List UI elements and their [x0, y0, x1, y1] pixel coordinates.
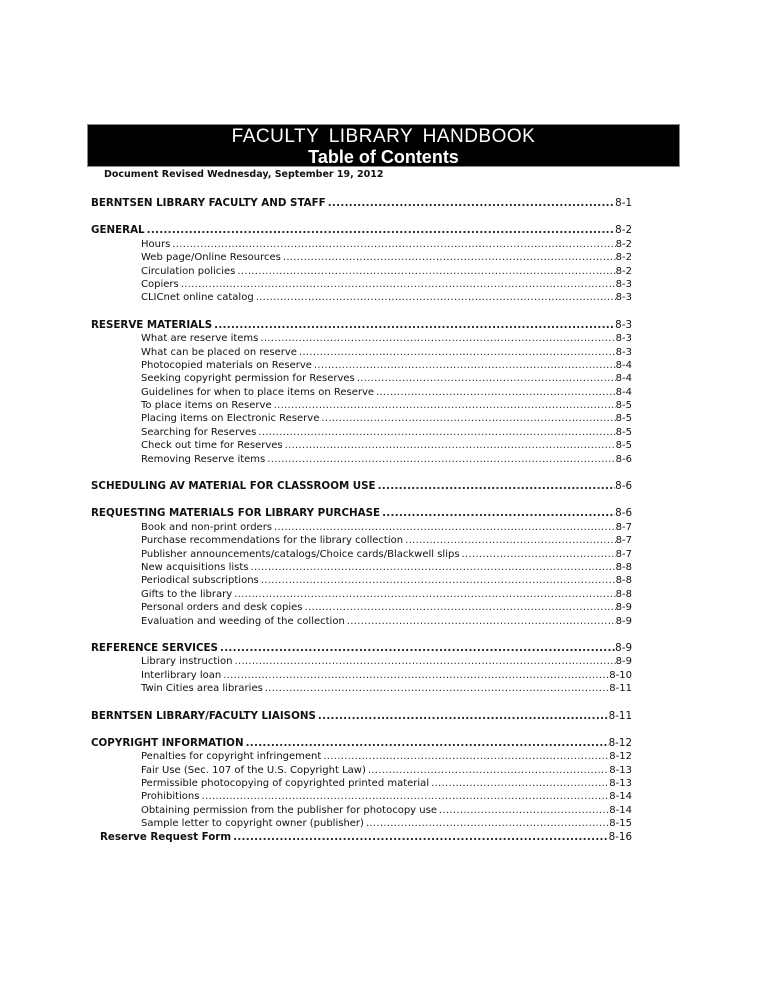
toc-subentry[interactable]	[91, 251, 632, 264]
toc-page-number: 8-4	[615, 373, 632, 385]
toc-page-number: 8-2	[615, 224, 632, 237]
toc-entry-label: What are reserve items	[141, 333, 259, 345]
toc-page-number: 8-9	[615, 602, 632, 614]
toc-entry-label: Prohibitions	[141, 791, 200, 803]
toc-subentry[interactable]	[91, 346, 632, 359]
toc-entry-label: Hours	[141, 238, 171, 250]
dot-leader	[403, 534, 616, 547]
toc-page-number: 8-6	[615, 507, 632, 520]
dot-leader	[263, 682, 609, 695]
dot-leader	[355, 372, 616, 385]
toc-page-number: 8-2	[615, 238, 632, 250]
toc-page-number: 8-8	[615, 561, 632, 573]
dot-leader	[231, 831, 609, 844]
toc-entry-label: Searching for Reserves	[141, 426, 257, 438]
toc-page-number: 8-13	[609, 764, 632, 776]
toc-subentry[interactable]	[91, 669, 632, 682]
toc-entry-label: RESERVE MATERIALS	[91, 318, 213, 331]
toc-page-number: 8-5	[615, 413, 632, 425]
toc-entry-label: Book and non-print orders	[141, 521, 273, 533]
toc-page-number: 8-3	[615, 318, 632, 331]
toc-subentry[interactable]	[91, 439, 632, 452]
toc-subentry[interactable]	[91, 521, 632, 534]
section-spacer	[91, 723, 632, 737]
toc-entry-label: Removing Reserve items	[141, 453, 266, 465]
toc-page-number: 8-12	[609, 751, 632, 763]
dot-leader	[326, 197, 615, 210]
toc-page-number: 8-15	[609, 818, 632, 830]
toc-entry-label: Periodical subscriptions	[141, 575, 259, 587]
toc-page-number: 8-9	[615, 656, 632, 668]
dot-leader	[249, 561, 616, 574]
toc-subentry[interactable]	[91, 601, 632, 614]
toc-page-number: 8-5	[615, 440, 632, 452]
toc-subentry[interactable]	[91, 238, 632, 251]
dot-leader	[366, 764, 609, 777]
dot-leader	[259, 574, 616, 587]
section-spacer	[91, 305, 632, 319]
toc-page-number: 8-5	[615, 426, 632, 438]
toc-page-number: 8-11	[609, 683, 632, 695]
toc-entry-label: Circulation policies	[141, 265, 236, 277]
toc-subentry[interactable]	[91, 764, 632, 777]
dot-leader	[281, 251, 616, 264]
toc-page-number: 8-7	[615, 535, 632, 547]
dot-leader	[460, 548, 616, 561]
table-of-contents	[91, 197, 632, 844]
toc-entry-label: GENERAL	[91, 224, 145, 237]
toc-entry-label: Penalties for copyright infringement	[141, 751, 322, 763]
toc-section[interactable]	[91, 197, 632, 210]
toc-page-number: 8-9	[615, 615, 632, 627]
toc-page-number: 8-6	[615, 453, 632, 465]
dot-leader	[256, 426, 615, 439]
toc-entry-label: BERNTSEN LIBRARY/FACULTY LIAISONS	[91, 709, 316, 722]
toc-page-number: 8-16	[608, 830, 632, 843]
toc-entry-label: Evaluation and weeding of the collection	[141, 615, 345, 627]
toc-section[interactable]	[91, 737, 632, 750]
toc-page-number: 8-2	[615, 265, 632, 277]
toc-page-number: 8-8	[615, 575, 632, 587]
dot-leader	[170, 238, 615, 251]
toc-subentry[interactable]	[91, 790, 632, 803]
toc-form-entry[interactable]	[91, 831, 632, 844]
toc-subentry[interactable]	[91, 412, 632, 425]
dot-leader	[364, 817, 609, 830]
toc-page-number: 8-3	[615, 346, 632, 358]
dot-leader	[232, 588, 615, 601]
toc-entry-label: Twin Cities area libraries	[141, 683, 263, 695]
toc-subentry[interactable]	[91, 804, 632, 817]
toc-page-number: 8-14	[609, 791, 632, 803]
toc-page-number: 8-3	[615, 278, 632, 290]
toc-page-number: 8-10	[609, 669, 632, 681]
toc-page-number: 8-1	[615, 197, 632, 209]
toc-page-number: 8-12	[608, 736, 632, 749]
toc-subentry[interactable]	[91, 291, 632, 304]
dot-leader	[235, 265, 615, 278]
dot-leader	[429, 777, 609, 790]
toc-entry-label: Interlibrary loan	[141, 669, 222, 681]
toc-entry-label: Web page/Online Resources	[141, 252, 281, 264]
toc-page-number: 8-3	[615, 292, 632, 304]
toc-subentry[interactable]	[91, 426, 632, 439]
dot-leader	[179, 278, 616, 291]
toc-entry-label: Obtaining permission from the publisher for photocopy use	[141, 804, 437, 816]
toc-entry-label: SCHEDULING AV MATERIAL FOR CLASSROOM USE	[91, 480, 376, 493]
toc-entry-label: REQUESTING MATERIALS FOR LIBRARY PURCHASE	[91, 507, 381, 520]
toc-entry-label: New acquisitions lists	[141, 561, 249, 573]
dot-leader	[319, 412, 615, 425]
toc-section[interactable]	[91, 507, 632, 520]
toc-entry-label: Copiers	[141, 278, 179, 290]
section-spacer	[91, 466, 632, 480]
toc-entry-label: Purchase recommendations for the library collection	[141, 535, 404, 547]
toc-subentry[interactable]	[91, 682, 632, 695]
toc-page-number: 8-14	[609, 804, 632, 816]
dot-leader	[380, 507, 615, 520]
toc-section[interactable]	[91, 224, 632, 237]
toc-subentry[interactable]	[91, 372, 632, 385]
toc-entry-label: Sample letter to copyright owner (publisher)	[141, 818, 364, 830]
toc-entry-label: Guidelines for when to place items on Reserve	[141, 386, 375, 398]
toc-subentry[interactable]	[91, 548, 632, 561]
dot-leader	[321, 750, 609, 763]
toc-subentry[interactable]	[91, 332, 632, 345]
section-spacer	[91, 628, 632, 642]
toc-entry-label: Placing items on Electronic Reserve	[141, 413, 320, 425]
toc-entry-label: Permissible photocopying of copyrighted printed material	[141, 778, 430, 790]
toc-subentry[interactable]	[91, 265, 632, 278]
toc-page-number: 8-6	[615, 480, 632, 493]
toc-entry-label: To place items on Reserve	[141, 400, 272, 412]
toc-subentry[interactable]	[91, 386, 632, 399]
dot-leader	[145, 224, 616, 237]
toc-page-number: 8-2	[615, 252, 632, 264]
toc-page-number: 8-9	[615, 641, 632, 654]
dot-leader	[312, 359, 616, 372]
toc-subentry[interactable]	[91, 615, 632, 628]
toc-page-number: 8-13	[609, 778, 632, 790]
dot-leader	[316, 710, 609, 723]
toc-subentry[interactable]	[91, 574, 632, 587]
dot-leader	[272, 399, 616, 412]
section-spacer	[91, 696, 632, 710]
dot-leader	[297, 346, 616, 359]
toc-subentry[interactable]	[91, 750, 632, 763]
dot-leader	[199, 790, 609, 803]
toc-entry-label: Check out time for Reserves	[141, 440, 283, 452]
toc-subentry[interactable]	[91, 453, 632, 466]
toc-page-number: 8-11	[608, 709, 632, 722]
toc-entry-label: REFERENCE SERVICES	[91, 641, 218, 654]
dot-leader	[233, 655, 616, 668]
dot-leader	[345, 615, 616, 628]
dot-leader	[437, 804, 609, 817]
dot-leader	[212, 319, 615, 332]
toc-section[interactable]	[91, 319, 632, 332]
dot-leader	[218, 642, 615, 655]
toc-page-number: 8-7	[615, 548, 632, 560]
toc-entry-label: BERNTSEN LIBRARY FACULTY AND STAFF	[91, 197, 326, 209]
dot-leader	[272, 521, 616, 534]
toc-section[interactable]	[91, 710, 632, 723]
dot-leader	[221, 669, 609, 682]
toc-entry-label: Reserve Request Form	[100, 830, 232, 843]
toc-entry-label: Gifts to the library	[141, 588, 233, 600]
toc-page-number: 8-8	[615, 588, 632, 600]
toc-page-number: 8-3	[615, 333, 632, 345]
dot-leader	[303, 601, 616, 614]
dot-leader	[254, 291, 616, 304]
toc-subentry[interactable]	[91, 561, 632, 574]
toc-subentry[interactable]	[91, 359, 632, 372]
toc-entry-label: Fair Use (Sec. 107 of the U.S. Copyright Law)	[141, 764, 366, 776]
toc-entry-label: CLICnet online catalog	[141, 292, 254, 304]
document-title: FACULTY LIBRARY HANDBOOK	[231, 126, 536, 147]
dot-leader	[376, 480, 616, 493]
toc-entry-label: Personal orders and desk copies	[141, 602, 303, 614]
dot-leader	[283, 439, 616, 452]
toc-section[interactable]	[91, 480, 632, 493]
toc-subentry[interactable]	[91, 399, 632, 412]
toc-subentry[interactable]	[91, 777, 632, 790]
toc-page-number: 8-4	[615, 359, 632, 371]
toc-subentry[interactable]	[91, 817, 632, 830]
toc-subentry[interactable]	[91, 588, 632, 601]
dot-leader	[265, 453, 615, 466]
toc-subentry[interactable]	[91, 655, 632, 668]
toc-subentry[interactable]	[91, 278, 632, 291]
toc-entry-label: What can be placed on reserve	[141, 346, 297, 358]
title-banner	[87, 124, 680, 167]
toc-entry-label: COPYRIGHT INFORMATION	[91, 736, 244, 749]
toc-entry-label: Publisher announcements/catalogs/Choice cards/Blackwell slips	[141, 548, 460, 560]
dot-leader	[244, 737, 609, 750]
toc-page-number: 8-7	[615, 521, 632, 533]
toc-entry-label: Library instruction	[141, 656, 233, 668]
toc-section[interactable]	[91, 642, 632, 655]
toc-page-number: 8-5	[615, 400, 632, 412]
section-spacer	[91, 210, 632, 224]
document-subtitle: Table of Contents	[308, 147, 459, 167]
section-spacer	[91, 493, 632, 507]
revision-date: Document Revised Wednesday, September 19, 2012	[104, 169, 384, 180]
toc-page-number: 8-4	[615, 386, 632, 398]
toc-entry-label: Photocopied materials on Reserve	[141, 359, 312, 371]
toc-entry-label: Seeking copyright permission for Reserves	[141, 373, 355, 385]
dot-leader	[258, 332, 615, 345]
dot-leader	[374, 386, 616, 399]
toc-subentry[interactable]	[91, 534, 632, 547]
